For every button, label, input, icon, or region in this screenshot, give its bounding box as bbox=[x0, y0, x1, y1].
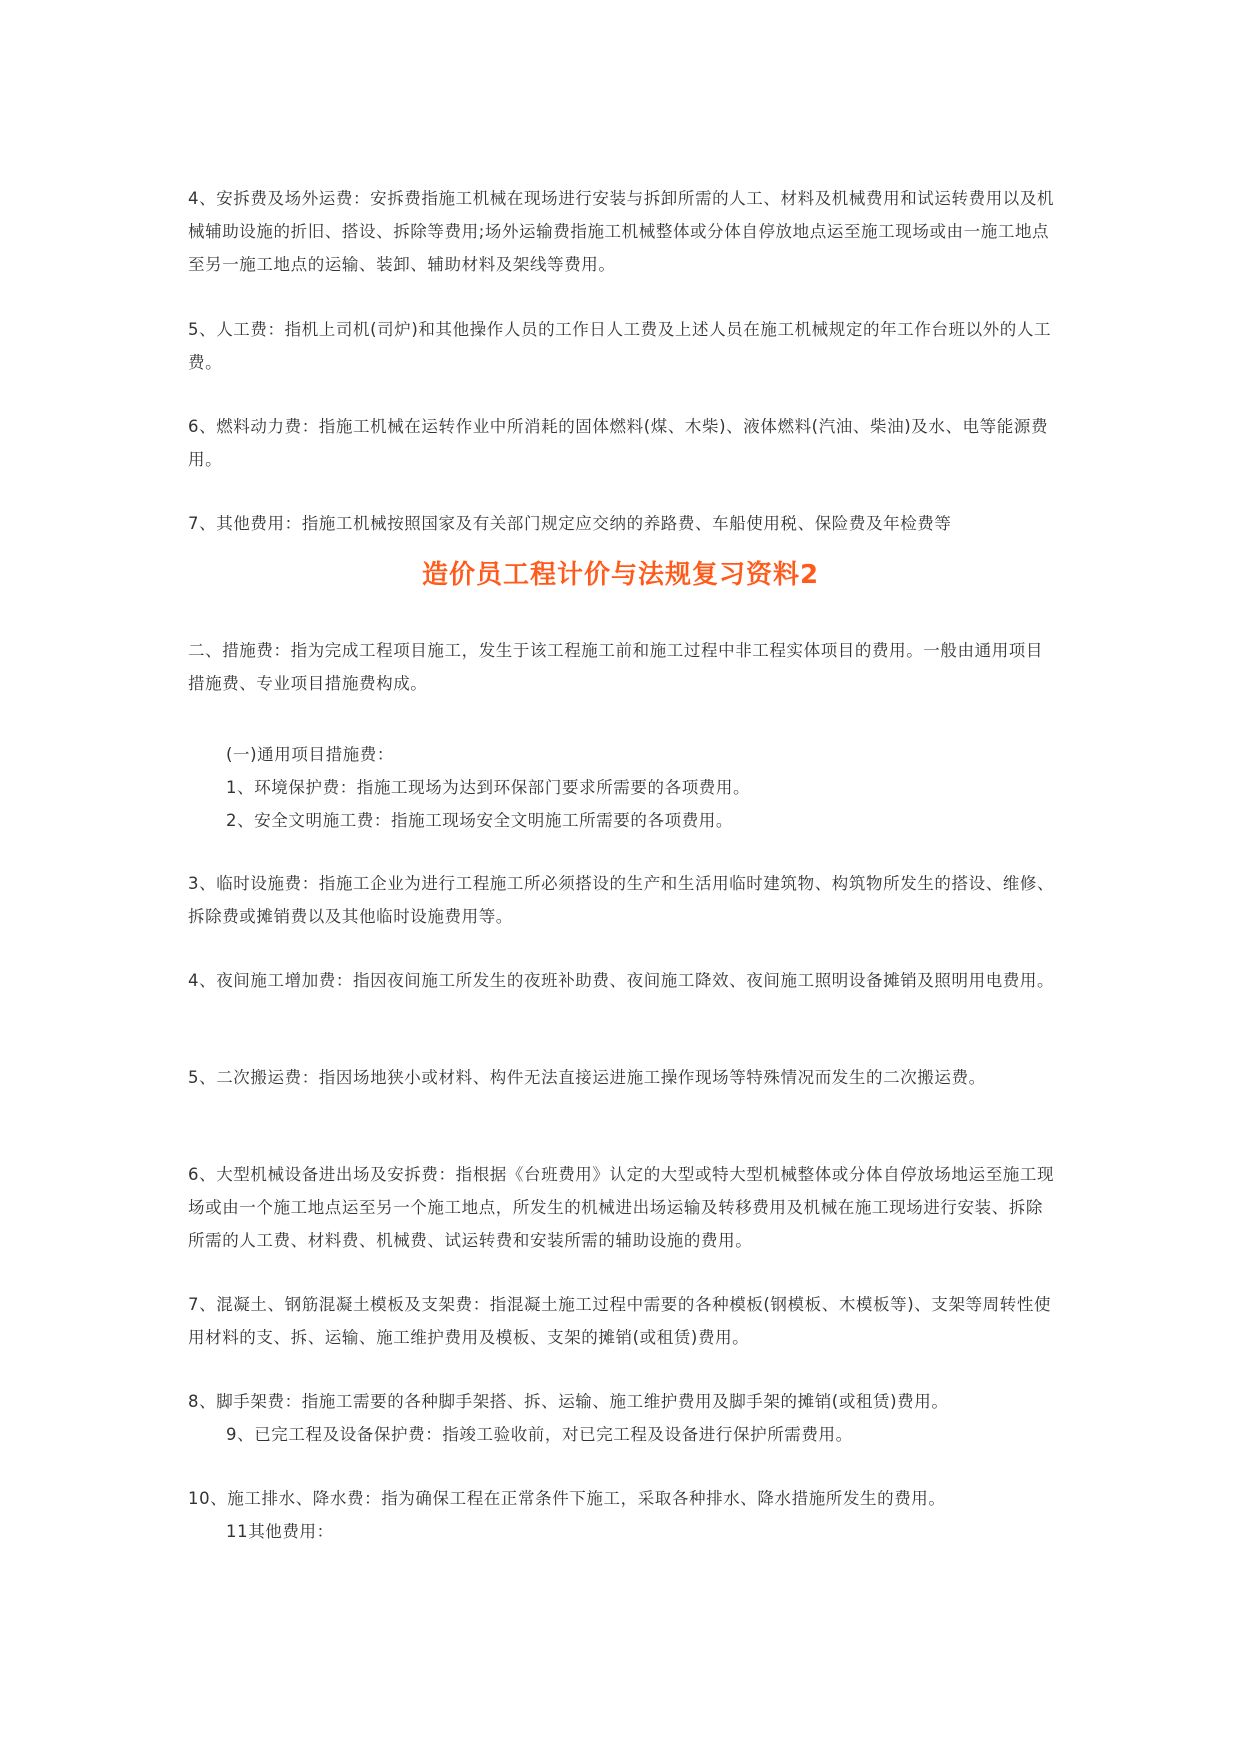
list-item-secondary-transport: 5、二次搬运费：指因场地狭小或材料、构件无法直接运进施工操作现场等特殊情况而发生的二次搬运费。 bbox=[188, 1068, 986, 1087]
list-item-protection: 9、已完工程及设备保护费：指竣工验收前，对已完工程及设备进行保护所需费用。 bbox=[226, 1425, 853, 1444]
list-item-environment: 1、环境保护费：指施工现场为达到环保部门要求所需要的各项费用。 bbox=[226, 778, 751, 797]
list-item-large-machinery: 6、大型机械设备进出场及安拆费：指根据《台班费用》认定的大型或特大型机械整体或分体自停放场地运至施工现场或由一个施工地点运至另一个施工地点，所发生的机械进出场运输及转移费用及机械在施工现场进行安装、拆除所需的人工费、材料费、机械费、试运转费和安装所需的辅助设施的费用。 bbox=[188, 1165, 1055, 1250]
list-item-scaffolding: 8、脚手架费：指施工需要的各种脚手架搭、拆、运输、施工维护费用及脚手架的摊销(或租赁)费用。 bbox=[188, 1392, 949, 1411]
paragraph-other-fee: 7、其他费用：指施工机械按照国家及有关部门规定应交纳的养路费、车船使用税、保险费及年检费等 bbox=[188, 514, 952, 533]
list-item-night-work: 4、夜间施工增加费：指因夜间施工所发生的夜班补助费、夜间施工降效、夜间施工照明设备摊销及照明用电费用。 bbox=[188, 971, 1055, 990]
paragraph-labor-fee: 5、人工费：指机上司机(司炉)和其他操作人员的工作日人工费及上述人员在施工机械规定的年工作台班以外的人工费。 bbox=[188, 320, 1052, 372]
list-item-other-costs: 11其他费用： bbox=[226, 1522, 334, 1541]
list-item-formwork: 7、混凝土、钢筋混凝土模板及支架费：指混凝土施工过程中需要的各种模板(钢模板、木模板等)、支架等周转性使用材料的支、拆、运输、施工维护费用及模板、支架的摊销(或租赁)费用。 bbox=[188, 1295, 1052, 1347]
list-item-safety: 2、安全文明施工费：指施工现场安全文明施工所需要的各项费用。 bbox=[226, 811, 733, 830]
paragraph-measures-intro: 二、措施费：指为完成工程项目施工，发生于该工程施工前和施工过程中非工程实体项目的费用。一般由通用项目措施费、专业项目措施费构成。 bbox=[188, 641, 1043, 693]
paragraph-fuel-fee: 6、燃料动力费：指施工机械在运转作业中所消耗的固体燃料(煤、木柴)、液体燃料(汽油、柴油)及水、电等能源费用。 bbox=[188, 417, 1049, 469]
list-item-drainage: 10、施工排水、降水费：指为确保工程在正常条件下施工，采取各种排水、降水措施所发生的费用。 bbox=[188, 1489, 946, 1508]
list-item-temporary-facilities: 3、临时设施费：指施工企业为进行工程施工所必须搭设的生产和生活用临时建筑物、构筑物所发生的搭设、维修、拆除费或摊销费以及其他临时设施费用等。 bbox=[188, 874, 1055, 926]
paragraph-dismantling-fee: 4、安拆费及场外运费：安拆费指施工机械在现场进行安装与拆卸所需的人工、材料及机械费用和试运转费用以及机械辅助设施的折旧、搭设、拆除等费用;场外运输费指施工机械整体或分体自停放地点运至施工现场或由一施工地点至另一施工地点的运输、装卸、辅助材料及架线等费用。 bbox=[188, 189, 1055, 274]
subsection-heading: (一)通用项目措施费： bbox=[226, 745, 394, 764]
document-title: 造价员工程计价与法规复习资料2 bbox=[421, 560, 820, 590]
